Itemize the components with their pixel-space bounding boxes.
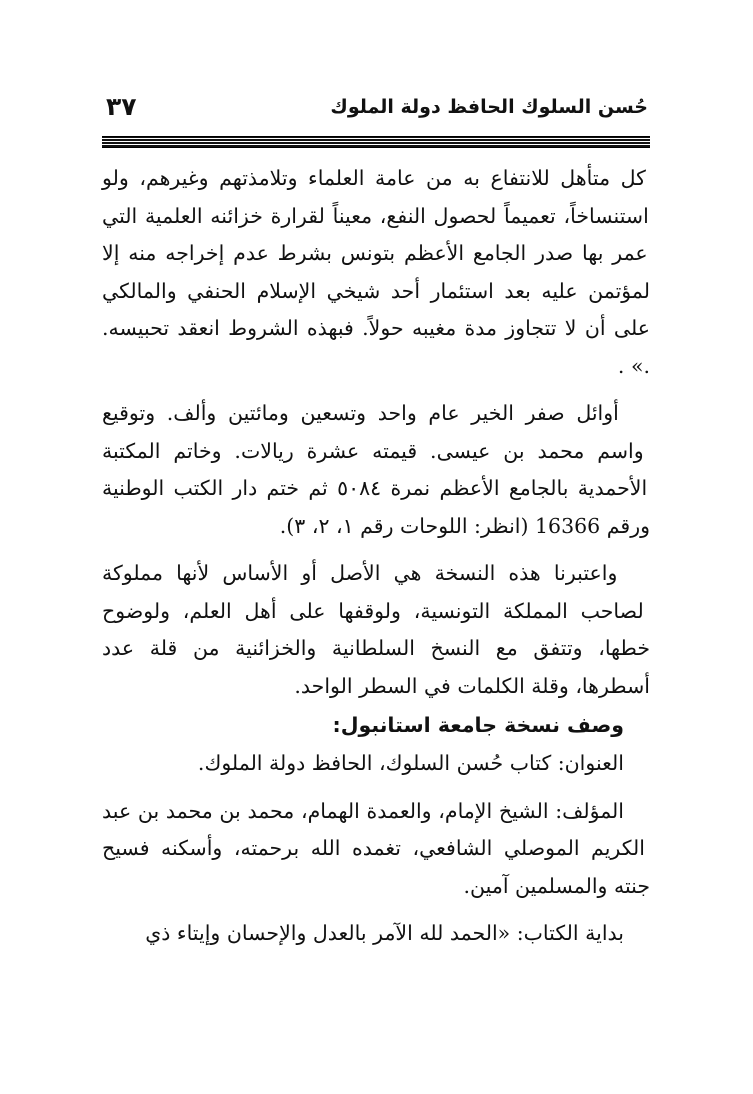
text-line: خطها، وتتفق مع النسخ السلطانية والخزائنية من قلة عدد أسطرها،	[102, 636, 650, 698]
text-line: المؤلف: الشيخ الإمام، والعمدة الهمام، محمد بن محمد بن	[131, 798, 624, 823]
paragraph-author-field	[102, 793, 650, 906]
page-body	[102, 160, 650, 953]
text-line: لمؤتمن عليه بعد استئمار أحد شيخي الإسلام الحنفي والمالكي على أن	[102, 278, 651, 340]
text-line: استنساخاً، تعميماً لحصول النفع، معيناً لقرارة خزائنه العلمية التي	[102, 203, 649, 228]
text-line: أوائل صفر الخير عام واحد وتسعين ومائتين وألف. وتوقيع	[102, 401, 619, 425]
page-header	[102, 92, 650, 134]
running-title: حُسن السلوك الحافظ دولة الملوك	[330, 96, 648, 118]
text-line: واسم محمد بن عيسى. قيمته عشرة ريالات. وخاتم المكتبة	[102, 438, 644, 463]
text-line: كل متأهل للانتفاع به من عامة العلماء وتلامذتهم وغيرهم، ولو	[102, 166, 646, 190]
text-line: عمر بها صدر الجامع الأعظم بتونس بشرط عدم إخراجه منه إلا	[102, 241, 648, 265]
text-line: لصاحب المملكة التونسية، ولوقفها على أهل العلم، ولوضوح	[102, 598, 644, 623]
header-rule	[102, 136, 650, 148]
text-line: ورقم 16366 (انظر: اللوحات رقم ١، ٢، ٣).	[279, 513, 650, 538]
text-line: الأحمدية بالجامع الأعظم نمرة ٥٠٨٤ ثم ختم دار الكتب الوطنية	[102, 476, 648, 500]
text-line: لا تتجاوز مدة مغيبه حولاً. فبهذه الشروط انعقد تحبيسه. .» .	[102, 316, 650, 378]
text-line: وقلة الكلمات في السطر الواحد.	[294, 673, 569, 698]
paragraph-date-and-seal	[102, 395, 650, 545]
text-line: بداية الكتاب: «الحمد لله الآمر بالعدل والإحسان وإيتاء ذي	[145, 921, 624, 945]
text-line: جنته والمسلمين آمين.	[463, 873, 650, 898]
section-heading: وصف نسخة جامعة استانبول:	[332, 713, 624, 737]
paragraph-base-copy	[102, 555, 650, 705]
paragraph-endowment-conditions	[102, 160, 650, 385]
page-number: ٣٧	[106, 92, 137, 121]
text-line: عبد الكريم الموصلي الشافعي، تغمده الله برحمته، وأسكنه فسيح	[102, 798, 645, 860]
text-line: واعتبرنا هذه النسخة هي الأصل أو الأساس لأنها مملوكة	[102, 561, 618, 585]
paragraph-incipit-field	[102, 915, 650, 953]
book-page	[102, 92, 651, 945]
text-line: العنوان: كتاب حُسن السلوك، الحافظ دولة الملوك.	[197, 751, 624, 775]
paragraph-title-field	[102, 745, 650, 783]
